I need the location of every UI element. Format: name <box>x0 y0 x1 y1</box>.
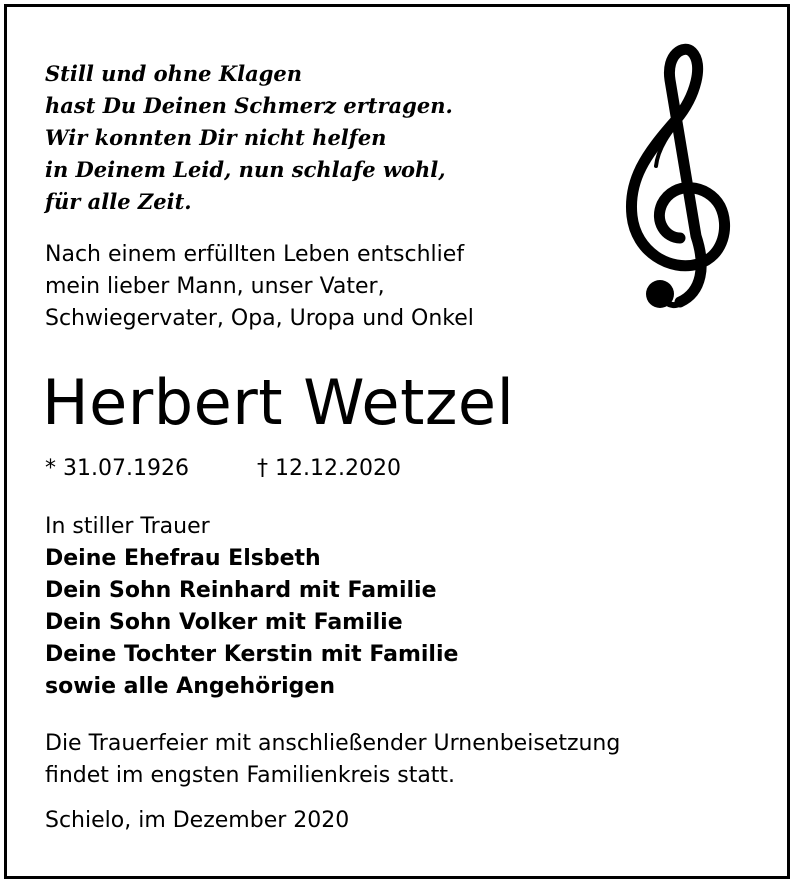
mourner-name: Dein Sohn Volker mit Familie <box>45 610 403 635</box>
verse-line: in Deinem Leid, nun schlafe wohl, <box>45 157 446 182</box>
verse-line: Wir konnten Dir nicht helfen <box>45 125 387 150</box>
treble-clef-icon <box>610 40 740 320</box>
life-dates <box>45 453 401 485</box>
mourners-list <box>45 511 458 703</box>
verse-line: hast Du Deinen Schmerz ertragen. <box>45 93 453 118</box>
mourner-name: sowie alle Angehörigen <box>45 674 336 699</box>
ceremony-notice <box>45 728 620 792</box>
intro-text <box>45 239 474 335</box>
verse-line: Still und ohne Klagen <box>45 61 303 86</box>
intro-line: Nach einem erfüllten Leben entschlief <box>45 242 465 267</box>
intro-line: mein lieber Mann, unser Vater, <box>45 274 385 299</box>
place-and-date: Schielo, im Dezember 2020 <box>45 808 350 833</box>
mourner-name: Deine Ehefrau Elsbeth <box>45 546 321 571</box>
deceased-name: Herbert Wetzel <box>42 366 515 439</box>
ceremony-line: Die Trauerfeier mit anschließender Urnenbeisetzung <box>45 731 621 756</box>
mourner-name: Dein Sohn Reinhard mit Familie <box>45 578 437 603</box>
birth-date: * 31.07.1926 <box>45 456 189 481</box>
memorial-verse <box>45 58 453 218</box>
death-date: † 12.12.2020 <box>257 456 401 481</box>
intro-line: Schwiegervater, Opa, Uropa und Onkel <box>45 306 474 331</box>
mourners-lead: In stiller Trauer <box>45 514 210 539</box>
ceremony-line: findet im engsten Familienkreis statt. <box>45 763 456 788</box>
verse-line: für alle Zeit. <box>45 189 192 214</box>
mourner-name: Deine Tochter Kerstin mit Familie <box>45 642 459 667</box>
